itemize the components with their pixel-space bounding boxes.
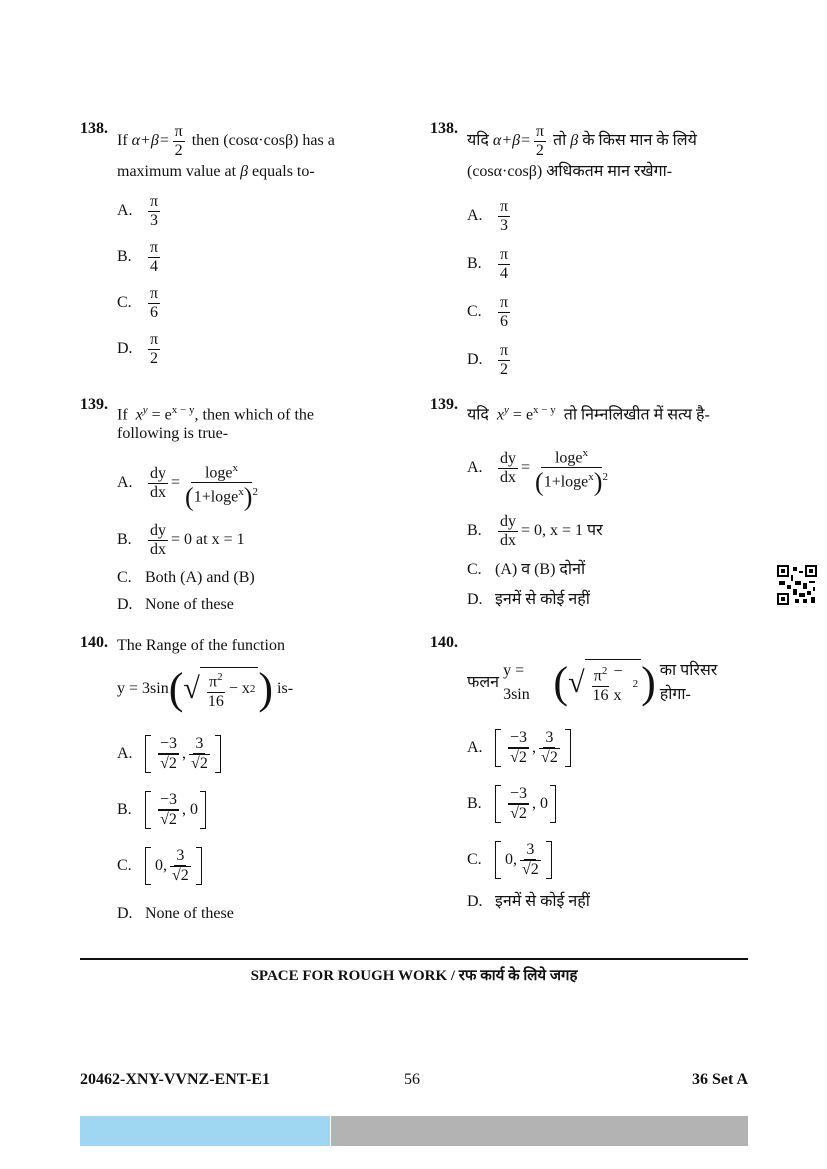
page-number: 56 (404, 1071, 420, 1088)
qr-code-icon (777, 565, 817, 605)
question-number: 140. (80, 634, 108, 651)
option-d[interactable]: D. इनमें से कोई नहीं (467, 892, 590, 910)
question-138-hi: 138. यदि α+β= $\frac{\pi}{2}$ तो β के किस मान के लिये (cosα·cosβ) अधिकतम मान रखेगा- A. π 3 B. π 4 C. π 6 D. π 2 (430, 116, 750, 384)
question-140-hi (430, 630, 750, 915)
option-c[interactable]: C. Both (A) and (B) (117, 568, 255, 586)
option-b[interactable]: B. π 4 (117, 238, 159, 275)
option-b[interactable]: B. π 4 (467, 245, 509, 282)
paper-code: 20462-XNY-VVNZ-ENT-E1 (80, 1071, 270, 1088)
option-a[interactable]: A. π 3 (467, 197, 509, 234)
option-d[interactable]: D. इनमें से कोई नहीं (467, 590, 590, 608)
question-138-en: 138. If α+β= $\frac{\pi}{2}$ then (cosα·cosβ) has a maximum value at β equals to- A. π 3 B. π 4 C. π 6 D. π 2 (80, 116, 410, 372)
stem-text: has a (302, 132, 335, 149)
option-b[interactable]: B. −3 √ 2 , 0 (117, 782, 410, 838)
stem-text: The Range of the function (117, 637, 285, 654)
option-b[interactable]: B. −3 √ 2 , 0 (467, 776, 750, 832)
stem-text: then (191, 132, 220, 149)
footer-bar-grey (331, 1116, 748, 1146)
option-c[interactable]: C. π 6 (117, 284, 159, 321)
stem-math: (cosα·cosβ) (223, 132, 299, 149)
stem-text: following is true- (117, 425, 229, 442)
question-number: 138. (430, 120, 458, 137)
option-d[interactable]: D. None of these (117, 904, 234, 922)
question-number: 139. (80, 396, 108, 413)
question-140-en (80, 630, 410, 927)
option-a[interactable]: A. −3 √ 2 , 3 √ 2 (117, 726, 410, 782)
option-c[interactable]: C. π 6 (467, 293, 509, 330)
option-d[interactable]: D. π 2 (467, 341, 509, 378)
question-139-hi: 139. यदि $x^y = e^{x - y}$ तो निम्नलिखीत में सत्य है- A. $\frac{dy}{dx}$ = $\frac{\log e^x}{(1+\log e^x)^2}$ B. $\frac{dy}{dx}$ = 0, x = 1 पर C. (A) व (B) दोनों D. इनमें से कोई नहीं (430, 392, 750, 613)
option-a[interactable]: A. $\frac{dy}{dx}$ = $\frac{\log e^x}{(1+\log e^x)^2}$ (467, 428, 750, 508)
option-b[interactable]: B. $\frac{dy}{dx}$ = 0, x = 1 पर (467, 512, 603, 549)
stem-text: If (117, 132, 128, 149)
option-a[interactable]: A. π 3 (117, 192, 159, 229)
rough-work-heading: SPACE FOR ROUGH WORK / रफ कार्य के लिये जगह (250, 968, 578, 984)
option-c[interactable]: C. 0, 3 √ 2 (467, 832, 750, 888)
stem-math: α+β= (131, 132, 170, 149)
stem-text: maximum value at (117, 163, 237, 180)
option-a[interactable]: A. $\frac{dy}{dx}$ = $\frac{\log e^x}{(1+\log e^x)^2}$ (117, 450, 410, 516)
function-expression: फलन y = 3sin ( √ $\pi^2$ 16 − x 2 ) का परिसर होगा- (467, 658, 718, 707)
question-139-en: 139. If $x^y = e^{x - y}$, then which of the following is true- A. $\frac{dy}{dx}$ = $\frac{\log e^x}{(1+\log e^x)^2}$ B. $\frac{dy}{dx}$ = 0 at x = 1 C. Both (A) and (B) D. None of these (80, 392, 410, 618)
footer-bar-blue (80, 1116, 330, 1146)
divider (80, 958, 748, 960)
option-d[interactable]: D. π 2 (117, 330, 159, 367)
option-c[interactable]: C. (A) व (B) दोनों (467, 561, 586, 578)
set-label: 36 Set A (692, 1071, 748, 1088)
question-number: 138. (80, 120, 108, 137)
question-number: 139. (430, 396, 458, 413)
option-a[interactable]: A. −3 √ 2 , 3 √ 2 (467, 720, 750, 776)
option-c[interactable]: C. 0, 3 √ 2 (117, 838, 410, 894)
option-b[interactable]: B. $\frac{dy}{dx}$ = 0 at x = 1 (117, 521, 245, 558)
question-number: 140. (430, 634, 458, 651)
pi-over-2: $\frac{\pi}{2}$ (174, 122, 183, 159)
option-d[interactable]: D. None of these (117, 595, 234, 613)
function-expression: y = 3sin ( √ $\pi^2$ 16 − x 2 ) is- (117, 664, 294, 713)
